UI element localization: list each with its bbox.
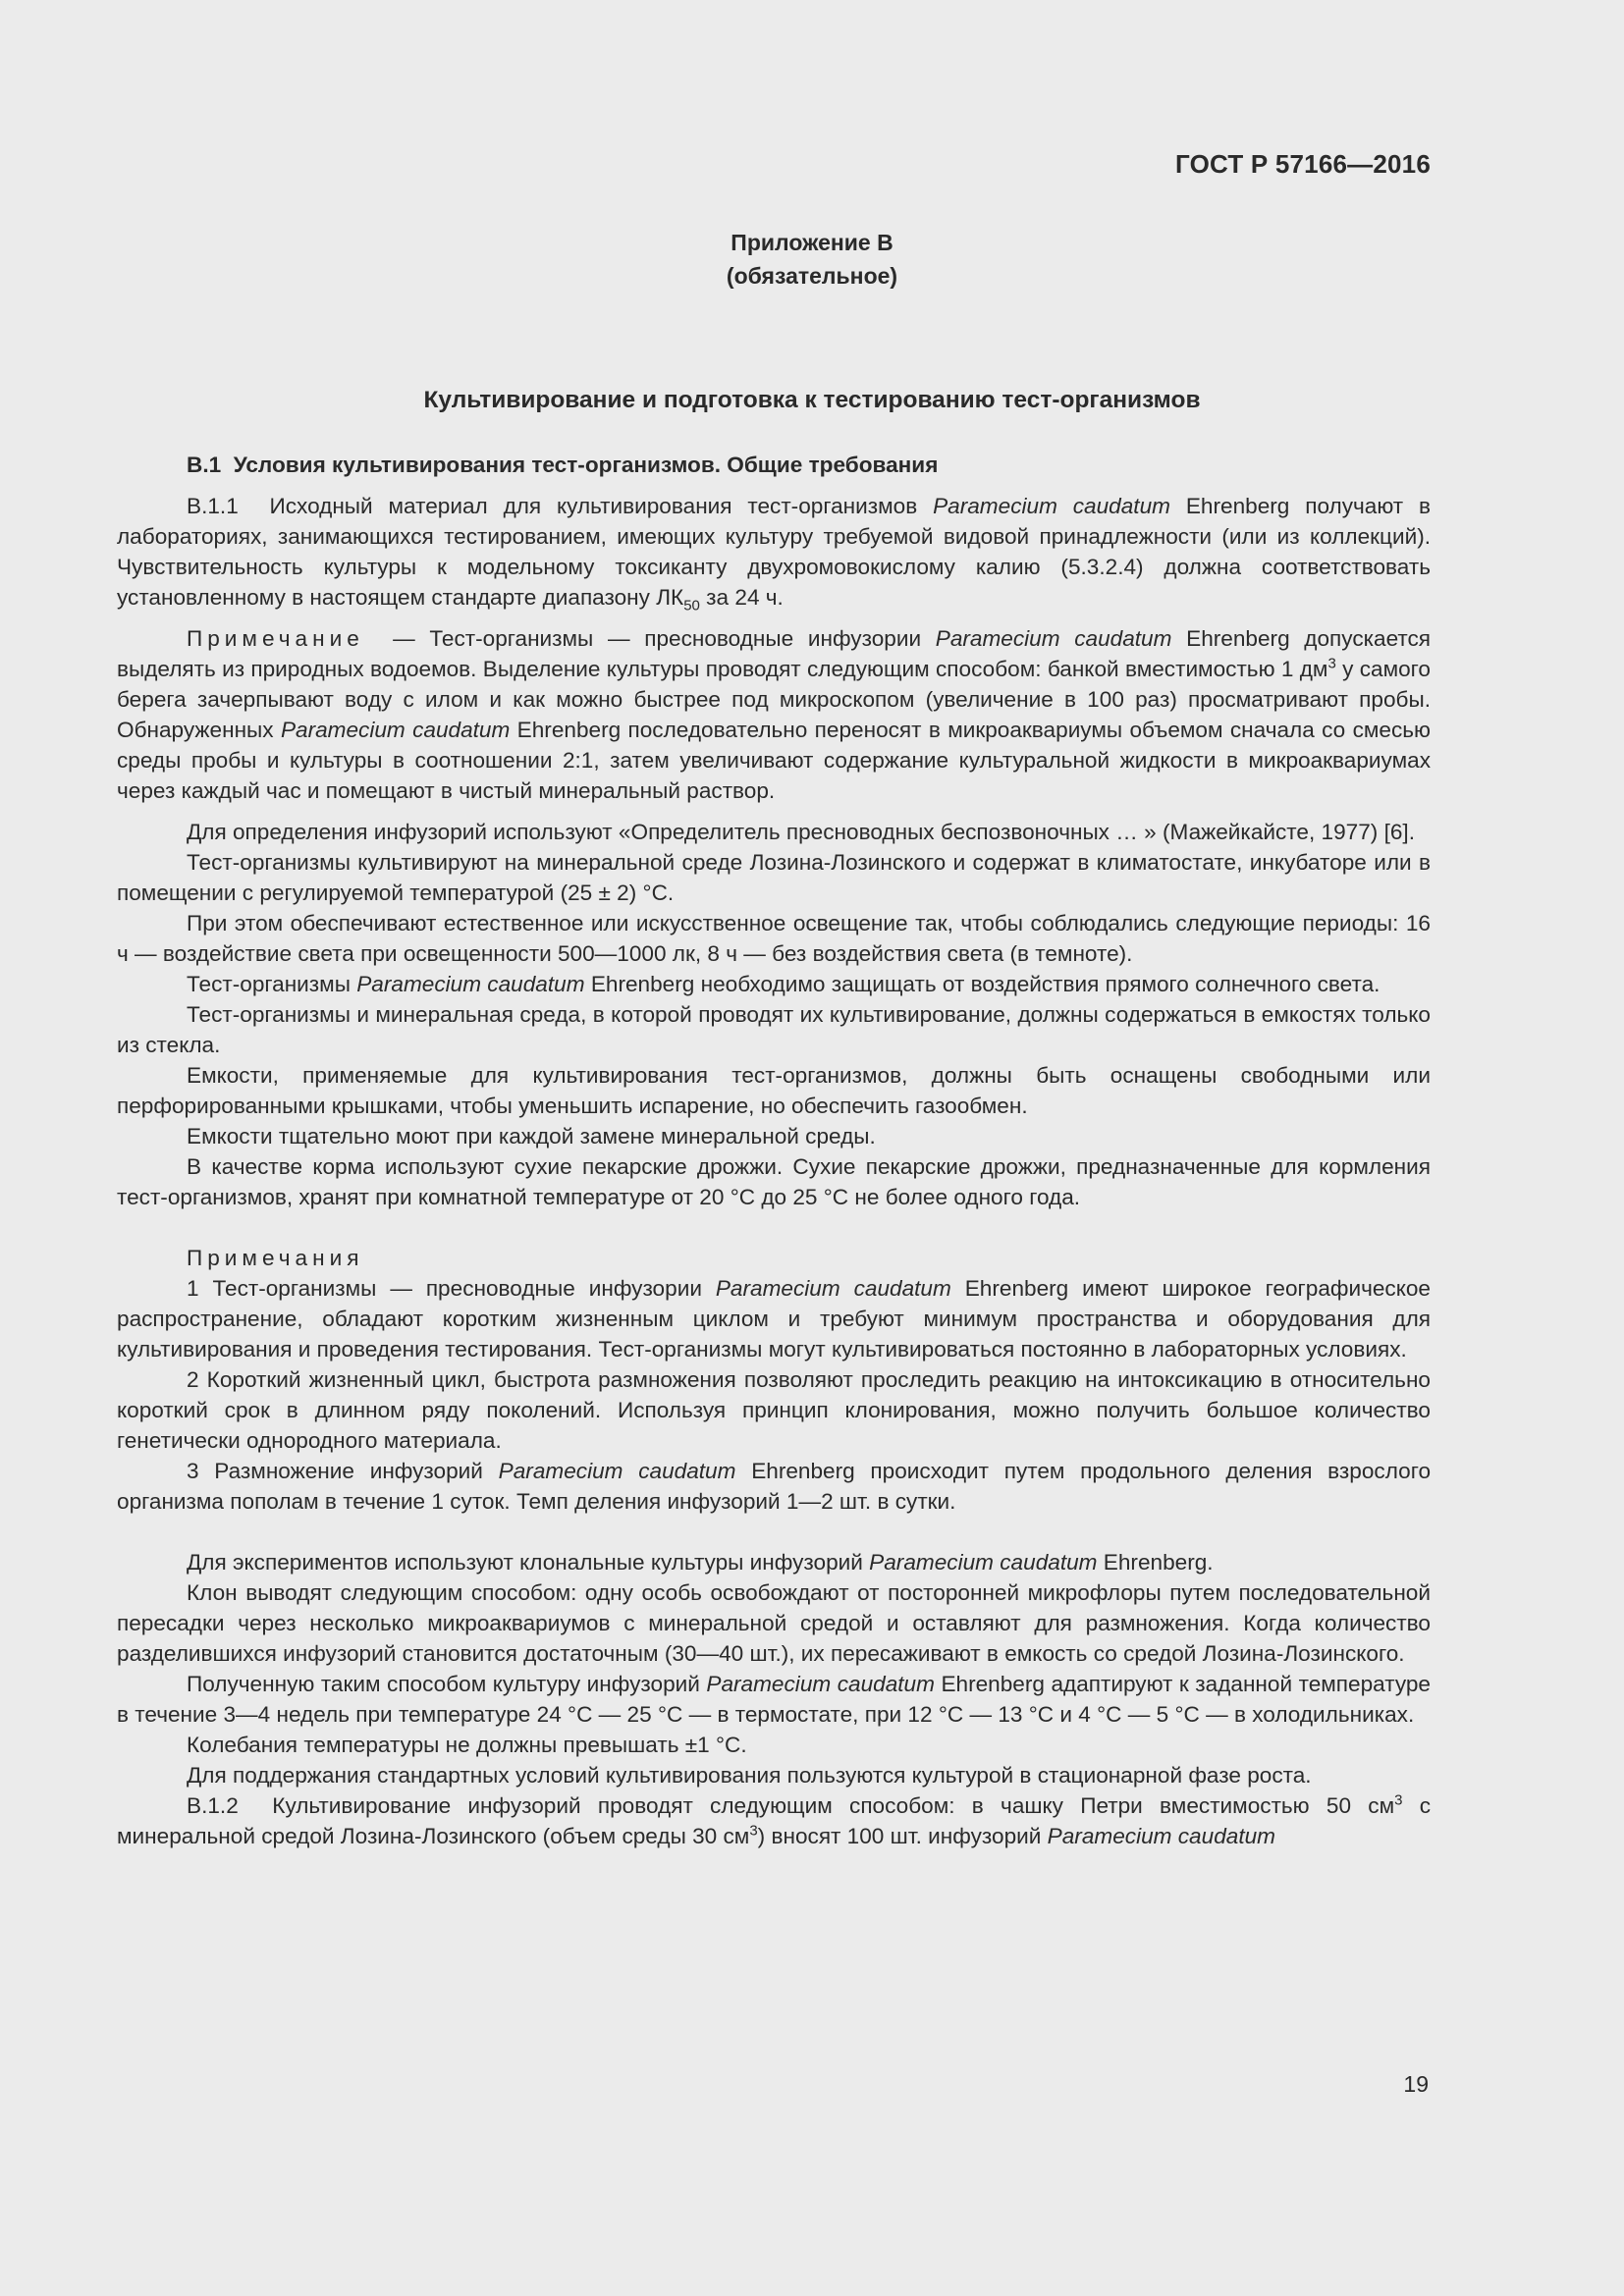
section-heading — [117, 450, 1431, 480]
paragraph: Для поддержания стандартных условий культивирования пользуются культурой в стационарной фазе роста. — [187, 1763, 1312, 1788]
appendix-title: Приложение В — [731, 230, 893, 255]
paragraph: Клон выводят следующим способом: одну особь освобождают от посторонней микрофлоры путем последовательной пересадки через несколько микроаквариумов с минеральной средой и оставляют для размножения. Когда количество разделившихся инфузорий становится достаточным (30—40 шт.), их пересаживают в емкость со средой Лозина-Лозинского. — [117, 1580, 1431, 1666]
note: Примечание — Тест-организмы — пресноводные инфузории Paramecium caudatum Ehrenberg допускается выделять из природных водоемов. Выделение культуры проводят следующим способом: банкой вместимостью 1 $дм^3$ у самого берега зачерпывают воду с илом и как можно быстрее под микроскопом (увеличение в 100 раз) просматривают пробы. Обнаруженных Paramecium caudatum Ehrenberg последовательно переносят в микроаквариумы объемом сначала со смесью среды пробы и культуры в соотношении 2:1, затем увеличивают содержание культуральной жидкости в микроаквариумах через каждый час и помещают в чистый минеральный раствор. — [117, 626, 1432, 803]
note-item: 2 Короткий жизненный цикл, быстрота размножения позволяют проследить реакцию на интоксикацию в относительно короткий срок в длинном ряду поколений. Используя принцип клонирования, можно получить большое количество генетически однородного материала. — [117, 1367, 1431, 1453]
document-body — [117, 450, 1431, 1851]
paragraph: В.1.1 Исходный материал для культивирования тест-организмов Paramecium caudatum Ehrenberg получают в лабораториях, занимающихся тестированием, имеющих культуру требуемой видовой принадлежности (или из коллекций). Чувствительность культуры к модельному токсиканту двухромовокислому калию (5.3.2.4) должна соответствовать установленному в настоящем стандарте диапазону $ЛК_{50}$ за 24 ч. — [117, 494, 1431, 614]
paragraph: Тест-организмы и минеральная среда, в которой проводят их культивирование, должны содержаться в емкостях только из стекла. — [117, 1002, 1431, 1057]
appendix-heading — [0, 226, 1624, 293]
paragraph: Емкости, применяемые для культивирования тест-организмов, должны быть оснащены свободными или перфорированными крышками, чтобы уменьшить испарение, но обеспечить газообмен. — [117, 1063, 1431, 1118]
page-number: 19 — [1403, 2071, 1429, 2097]
paragraph: Для экспериментов используют клональные культуры инфузорий Paramecium caudatum Ehrenberg. — [187, 1550, 1214, 1575]
note-item: 3 Размножение инфузорий Paramecium caudatum Ehrenberg происходит путем продольного деления взрослого организма пополам в течение 1 суток. Темп деления инфузорий 1—2 шт. в сутки. — [117, 1459, 1432, 1514]
paragraph: При этом обеспечивают естественное или искусственное освещение так, чтобы соблюдались следующие периоды: 16 ч — воздействие света при освещенности 500—1000 лк, 8 ч — без воздействия света (в темноте). — [117, 911, 1431, 966]
main-title: Культивирование и подготовка к тестированию тест-организмов — [423, 387, 1201, 413]
paragraph: В качестве корма используют сухие пекарские дрожжи. Сухие пекарские дрожжи, предназначенные для кормления тест-организмов, хранят при комнатной температуре от 20 °С до 25 °С не более одного года. — [117, 1154, 1431, 1209]
paragraph: Тест-организмы культивируют на минеральной среде Лозина-Лозинского и содержат в климатостате, инкубаторе или в помещении с регулируемой температурой (25 ± 2) °С. — [117, 850, 1431, 905]
note-item: 1 Тест-организмы — пресноводные инфузории Paramecium caudatum Ehrenberg имеют широкое географическое распространение, обладают коротким жизненным циклом и требуют минимум пространства и оборудования для культивирования и проведения тестирования. Тест-организмы могут культивироваться постоянно в лабораторных условиях. — [117, 1276, 1432, 1362]
note-label: Примечание — [187, 626, 364, 651]
paragraph: Для определения инфузорий используют «Определитель пресноводных беспозвоночных … » (Мажейкайсте, 1977) [6]. — [187, 820, 1415, 844]
paragraph: В.1.2 Культивирование инфузорий проводят следующим способом: в чашку Петри вместимостью 50 $см^3$ с минеральной средой Лозина-Лозинского (объем среды 30 $см^3$) вносят 100 шт. инфузорий Paramecium caudatum — [117, 1791, 1432, 1848]
notes-label: Примечания — [187, 1246, 364, 1270]
section-title: Условия культивирования тест-организмов. Общие требования — [233, 453, 939, 477]
paragraph: Тест-организмы Paramecium caudatum Ehrenberg необходимо защищать от воздействия прямого солнечного света. — [187, 972, 1380, 996]
standard-code: ГОСТ Р 57166—2016 — [1175, 149, 1431, 179]
section-number: В.1 — [187, 453, 222, 477]
appendix-type: (обязательное) — [726, 263, 898, 289]
paragraph: Емкости тщательно моют при каждой замене минеральной среды. — [187, 1124, 876, 1148]
paragraph: Полученную таким способом культуру инфузорий Paramecium caudatum Ehrenberg адаптируют к заданной температуре в течение 3—4 недель при температуре 24 °С — 25 °С — в термостате, при 12 °С — 13 °С и 4 °С — 5 °С — в холодильниках. — [117, 1672, 1431, 1727]
paragraph: Колебания температуры не должны превышать ±1 °С. — [187, 1733, 747, 1757]
